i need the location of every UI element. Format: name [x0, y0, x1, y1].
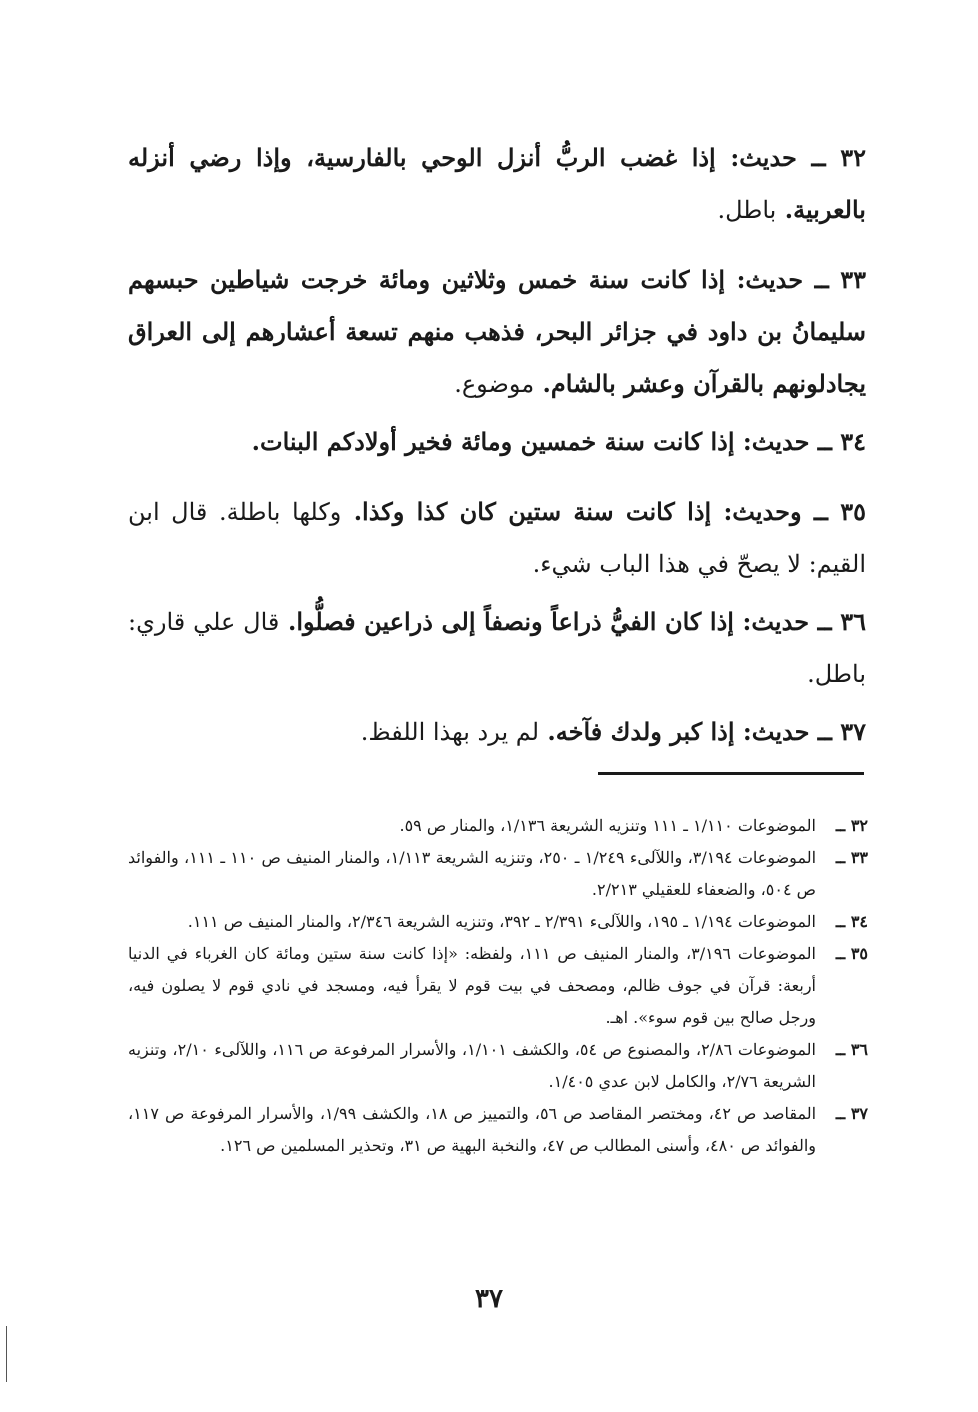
footnote-text: الموضوعات ٢/٨٦، والمصنوع ص ٥٤، والكشف ١/١٠١، والأسرار المرفوعة ص ١١٦، واللآلىء ٢/١٠، وتنزيه الشريعة ٢/٧٦، والكامل لابن عدي ١/٤٠٥.: [128, 1040, 816, 1091]
footnote-text: الموضوعات ١/١١٠ ـ ١١١ وتنزيه الشريعة ١/١٣٦، والمنار ص ٥٩.: [399, 816, 816, 835]
footnote-37: [128, 1098, 868, 1162]
footnote-text: الموضوعات ٣/١٩٤، واللآلىء ١/٢٤٩ ـ ٢٥٠، وتنزيه الشريعة ١/١١٣، والمنار المنيف ص ١١٠ ـ ١١١، والفوائد ص ٥٠٤، والضعفاء للعقيلي ٢/٢١٣.: [128, 848, 817, 899]
footnote-36: [128, 1034, 868, 1098]
entry-number: ٣٧ ــ: [817, 717, 866, 746]
footnote-text: الموضوعات ٣/١٩٦، والمنار المنيف ص ١١١، ولفظه: «إذا كانت سنة ستين ومائة كان الغرباء في الدنيا أربعة: قرآن في جوف ظالم، ومصحف في بيت قوم لا يقرأ فيه، ومسجد في نادي قوم لا يصلون فيه، ورجل صالح بين قوم سوء». اهـ.: [128, 944, 816, 1027]
entry-36: [128, 596, 866, 700]
entry-verdict: موضوع.: [454, 370, 535, 398]
entry-number: ٣٤ ــ: [817, 427, 866, 456]
entry-number: ٣٢ ــ: [811, 143, 867, 172]
entry-verdict: باطل.: [717, 196, 777, 224]
entry-number: ٣٦ ــ: [817, 607, 866, 636]
entry-37: [128, 706, 866, 758]
page-number: ٣٧: [475, 1284, 503, 1314]
footnote-text: الموضوعات ١/١٩٤ ـ ١٩٥، واللآلىء ٢/٣٩١ ـ ٣٩٢، وتنزيه الشريعة ٢/٣٤٦، والمنار المنيف ص ١١١.: [187, 912, 816, 931]
footnote-separator: [598, 772, 864, 775]
footnote-number: ٣٥ ــ: [835, 944, 868, 963]
entry-35: [128, 486, 866, 590]
entry-verdict: لم يرد بهذا اللفظ.: [360, 718, 540, 746]
entry-34: [128, 416, 866, 468]
footnote-32: [128, 810, 868, 842]
entry-verdict: قال علي قاري: باطل.: [128, 608, 866, 688]
entry-number: ٣٣ ــ: [814, 265, 867, 294]
footnote-number: ٣٧ ــ: [835, 1104, 868, 1123]
entry-verdict: وكلها باطلة. قال ابن القيم: لا يصحّ في هذا الباب شيء.: [128, 498, 866, 578]
scan-margin-line: [6, 1326, 7, 1382]
footnote-34: [128, 906, 868, 938]
footnote-33: [128, 842, 868, 906]
entry-text: حديث: إذا كان الفيُّ ذراعاً ونصفاً إلى ذراعين فصلُّوا.: [287, 607, 810, 636]
entry-text: حديث: إذا كانت سنة خمس وثلاثين ومائة خرجت شياطين حبسهم سليمانُ بن داود في جزائر البحر، فذهب منهم تسعة أعشارهم إلى العراق يجادلونهم بالقرآن وعشر بالشام.: [128, 265, 866, 398]
entry-text: حديث: إذا غضب الربُّ أنزل الوحي بالفارسية، وإذا رضي أنزله بالعربية.: [128, 143, 866, 224]
footnote-number: ٣٣ ــ: [835, 848, 868, 867]
entry-text: حديث: إذا كانت سنة خمسين ومائة فخير أولادكم البنات.: [251, 427, 810, 456]
footnote-number: ٣٦ ــ: [835, 1040, 868, 1059]
entry-number: ٣٥ ــ: [813, 497, 867, 526]
entry-32: [128, 132, 866, 236]
entry-33: [128, 254, 866, 410]
footnote-text: المقاصد ص ٤٢، ومختصر المقاصد ص ٥٦، والتمييز ص ١٨، والكشف ١/٩٩، والأسرار المرفوعة ص ١١٧، والفوائد ص ٤٨٠، وأسنى المطالب ص ٤٧، والنخبة البهية ص ٣١، وتحذير المسلمين ص ١٢٦.: [128, 1104, 817, 1155]
entry-text: وحديث: إذا كانت سنة ستين كان كذا وكذا.: [353, 497, 802, 526]
footnotes: [128, 810, 868, 1162]
main-text: [128, 132, 866, 776]
entry-text: حديث: إذا كبر ولدك فآخه.: [547, 717, 810, 746]
footnote-number: ٣٢ ــ: [835, 816, 868, 835]
footnote-35: [128, 938, 868, 1034]
footnote-number: ٣٤ ــ: [835, 912, 868, 931]
